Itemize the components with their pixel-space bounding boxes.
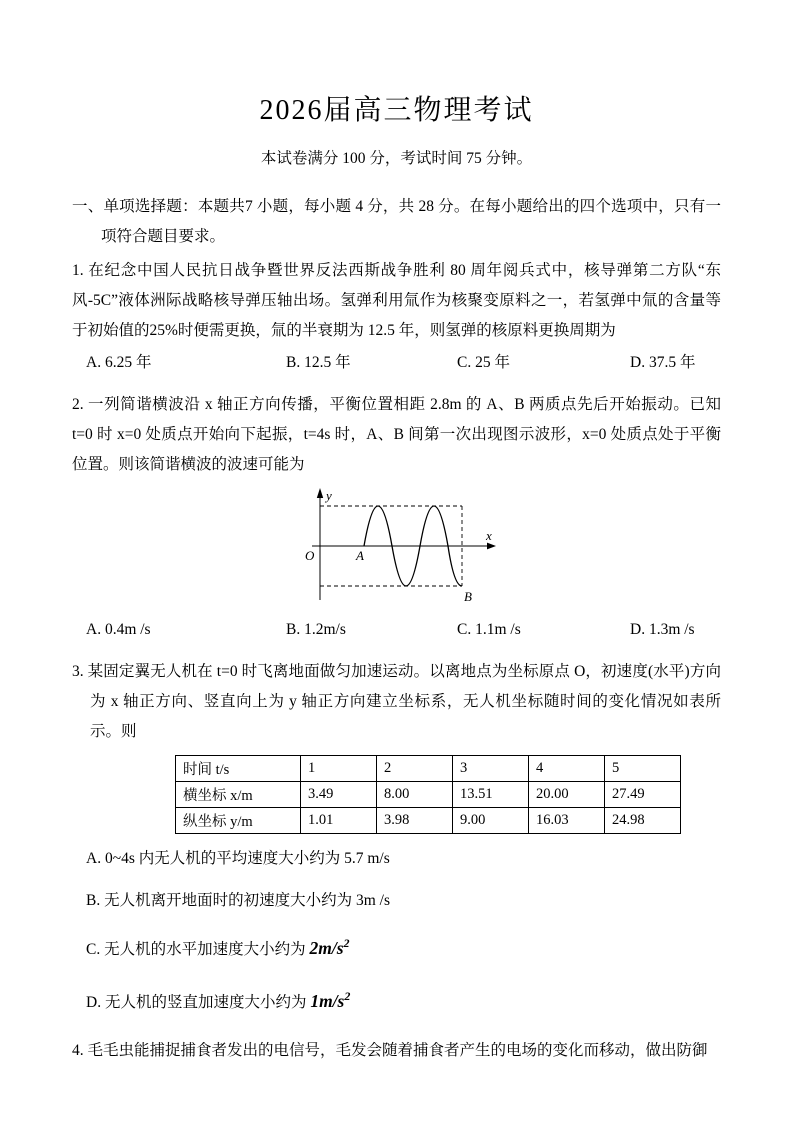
q3-option-c — [72, 928, 721, 965]
table-cell: 13.51 — [453, 782, 529, 808]
table-cell: 3 — [453, 756, 529, 782]
table-cell: 24.98 — [605, 808, 681, 834]
question-3-table — [175, 755, 681, 834]
q1-option-d: D. 37.5 年 — [630, 354, 696, 371]
question-1-text: 1. 在纪念中国人民抗日战争暨世界反法西斯战争胜利 80 周年阅兵式中，核导弹第二方队“东风-5C”液体洲际战略核导弹压轴出场。氢弹利用氚作为核聚变原料之一，若氢弹中氚的含量等于初始值的25%时便需更换，氚的半衰期为 12.5 年，则氢弹的核原料更换周期为 — [72, 262, 721, 339]
page-title: 2026届高三物理考试 — [259, 95, 534, 126]
table-cell: 1 — [301, 756, 377, 782]
question-3-text: 3. 某固定翼无人机在 t=0 时飞离地面做匀加速运动。以离地点为坐标原点 O，初速度(水平)方向为 x 轴正方向、竖直向上为 y 轴正方向建立坐标系，无人机坐标随时间的变化情况如表所示。则 — [72, 663, 721, 740]
y-axis-arrow-icon — [317, 488, 323, 498]
wave-diagram — [300, 486, 506, 608]
q3-option-d-math-sup: 2 — [344, 988, 351, 1003]
question-4-text: 4. 毛毛虫能捕捉捕食者发出的电信号，毛发会随着捕食者产生的电场的变化而移动，做出防御 — [72, 1041, 708, 1059]
q1-option-c: C. 25 年 — [457, 354, 510, 371]
figure-point-a-label: A — [356, 548, 364, 563]
q3-option-b: B. 无人机离开地面时的初速度大小约为 3m /s — [86, 892, 390, 909]
question-1-options — [72, 348, 721, 378]
figure-y-label: y — [326, 488, 332, 503]
table-cell: 16.03 — [529, 808, 605, 834]
q2-option-d: D. 1.3m /s — [630, 621, 695, 638]
q1-option-a: A. 6.25 年 — [86, 354, 152, 371]
table-cell: 20.00 — [529, 782, 605, 808]
q2-option-a: A. 0.4m /s — [86, 621, 151, 638]
q3-option-d-math — [310, 988, 351, 1011]
table-cell: 4 — [529, 756, 605, 782]
table-cell: 纵坐标 y/m — [176, 808, 301, 834]
q3-option-d-text: D. 无人机的竖直加速度大小约为 — [86, 993, 311, 1011]
q2-option-b: B. 1.2m/s — [286, 621, 346, 638]
table-cell: 时间 t/s — [176, 756, 301, 782]
q3-option-c-math-sup: 2 — [343, 936, 350, 950]
table-row — [176, 756, 681, 782]
table-cell: 5 — [605, 756, 681, 782]
table-cell: 3.98 — [377, 808, 453, 834]
table-cell: 9.00 — [453, 808, 529, 834]
exam-subtitle: 本试卷满分 100 分，考试时间 75 分钟。 — [260, 150, 533, 167]
q3-option-a: A. 0~4s 内无人机的平均速度大小约为 5.7 m/s — [86, 850, 390, 867]
question-2-text: 2. 一列简谐横波沿 x 轴正方向传播，平衡位置相距 2.8m 的 A、B 两质点先后开始振动。已知 t=0 时 x=0 处质点开始向下起振，t=4s 时，A、B 间第一次出现图示波形，x=0 处质点处于平衡位置。则该简谐横波的波速可能为 — [72, 396, 721, 473]
table-row — [176, 808, 681, 834]
q3-option-c-math — [309, 938, 349, 958]
question-2-figure — [300, 486, 721, 613]
q2-option-c: C. 1.1m /s — [457, 621, 521, 638]
figure-origin-label: O — [305, 548, 315, 563]
question-2-options — [72, 615, 721, 645]
figure-point-b-label: B — [464, 589, 472, 604]
table-cell: 1.01 — [301, 808, 377, 834]
table-cell: 2 — [377, 756, 453, 782]
section1-intro: 一、单项选择题：本题共7 小题，每小题 4 分，共 28 分。在每小题给出的四个选项中，只有一项符合题目要求。 — [72, 198, 721, 245]
figure-x-label: x — [486, 528, 492, 543]
q3-option-c-math-base: 2m/s — [309, 937, 344, 958]
q1-option-b: B. 12.5 年 — [286, 354, 351, 371]
table-row — [176, 782, 681, 808]
q3-option-d — [72, 981, 721, 1018]
q3-option-c-text: C. 无人机的水平加速度大小约为 — [86, 940, 310, 958]
table-cell: 8.00 — [377, 782, 453, 808]
x-axis-arrow-icon — [487, 543, 496, 550]
table-cell: 27.49 — [605, 782, 681, 808]
table-cell: 3.49 — [301, 782, 377, 808]
table-cell: 横坐标 x/m — [176, 782, 301, 808]
q3-option-d-math-base: 1m/s — [310, 990, 345, 1011]
